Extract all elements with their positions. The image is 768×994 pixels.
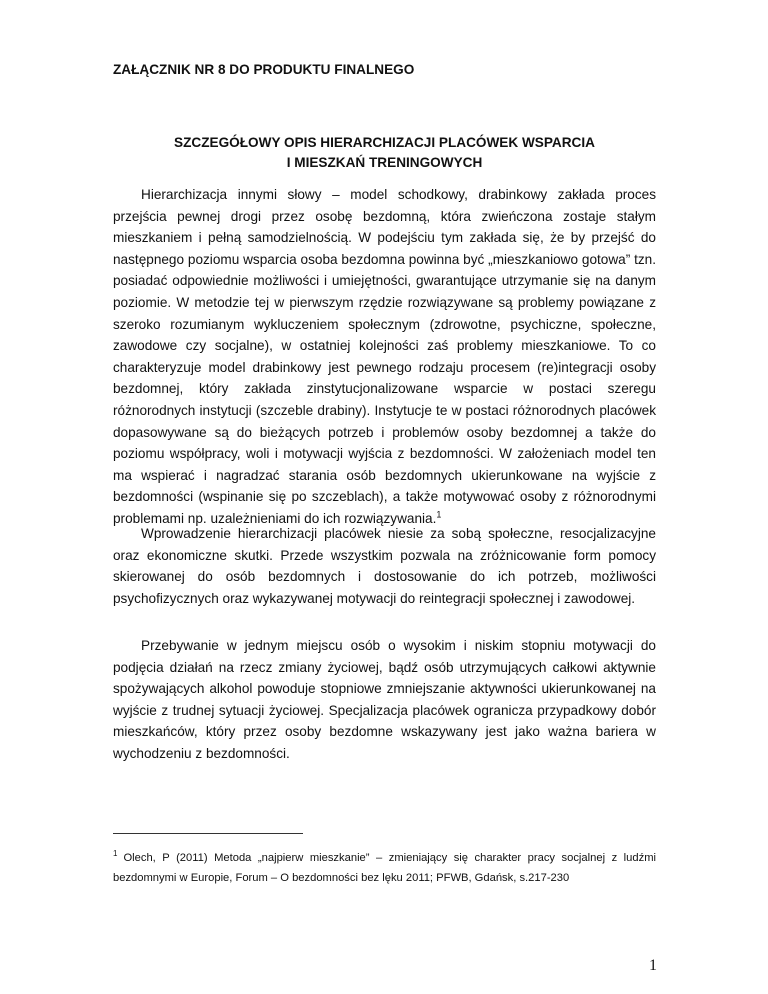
footnote-mark: 1 [113,849,118,859]
footnote-divider [113,833,303,834]
page-number: 1 [649,957,657,974]
footnote-text: Olech, P (2011) Metoda „najpierw mieszkanie” – zmieniający się charakter pracy socjalnej z ludźmi bezdomnymi w Europie, Forum – O bezdomności bez lęku 2011; PFWB, Gdańsk, s.217-230 [113,852,656,884]
footnote-reference: 1 [436,509,442,520]
document-title [113,133,656,173]
footnote [113,848,656,888]
title-line-1: SZCZEGÓŁOWY OPIS HIERARCHIZACJI PLACÓWEK WSPARCIA [174,135,595,150]
title-line-2: I MIESZKAŃ TRENINGOWYCH [286,155,483,170]
paragraph-1 [113,184,656,530]
document-heading: ZAŁĄCZNIK NR 8 DO PRODUKTU FINALNEGO [113,62,415,77]
paragraph-2: Wprowadzenie hierarchizacji placówek niesie za sobą społeczne, resocjalizacyjne oraz ekonomiczne skutki. Przede wszystkim pozwala na zróżnicowanie form pomocy skierowanej do osób bezdomnych i dostosowanie do ich potrzeb, możliwości psychofizycznych oraz wykazywanej motywacji do reintegracji społecznej i zawodowej. [113,526,656,606]
paragraph-1-text: Hierarchizacja innymi słowy – model schodkowy, drabinkowy zakłada proces przejścia pewnej drogi przez osobę bezdomną, która zwieńczona zostaje stałym mieszkaniem i pełną samodzielnością. W podejściu tym zakłada się, że by przejść do następnego poziomu wsparcia osoba bezdomna powinna być „mieszkaniowo gotowa” tzn. posiadać odpowiednie możliwości i umiejętności, gwarantujące utrzymanie się na danym poziomie. W metodzie tej w pierwszym rzędzie rozwiązywane są problemy powiązane z szeroko rozumianym wykluczeniem społecznym (zdrowotne, psychiczne, społeczne, zawodowe czy socjalne), w ostatniej kolejności zaś problemy mieszkaniowe. To co charakteryzuje model drabinkowy jest pewnego rodzaju procesem (re)integracji osoby bezdomnej, który zakłada zinstytucjonalizowane wsparcie w postaci szeregu różnorodnych instytucji (szczeble drabiny). Instytucje te w postaci różnorodnych placówek dopasowywane są do bieżących potrzeb i problemów osoby bezdomnej a także do poziomu współpracy, woli i motywacji wyjścia z bezdomności. W założeniach model ten ma wspierać i nagradzać starania osób bezdomnych ukierunkowane na wyjście z bezdomności (wspinanie się po szczeblach), a także motywować osoby z różnorodnymi problemami np. uzależnieniami do ich rozwiązywania. [113,187,656,526]
paragraph-3: Przebywanie w jednym miejscu osób o wysokim i niskim stopniu motywacji do podjęcia działań na rzecz zmiany życiowej, bądź osób utrzymujących całkowi aktywnie spożywających alkohol powoduje stopniowe zmniejszanie aktywności ukierunkowanej na wyjście z trudnej sytuacji życiowej. Specjalizacja placówek ogranicza przypadkowy dobór mieszkańców, który przez osoby bezdomne wskazywany jest jako ważna bariera w wychodzeniu z bezdomności. [113,638,656,761]
